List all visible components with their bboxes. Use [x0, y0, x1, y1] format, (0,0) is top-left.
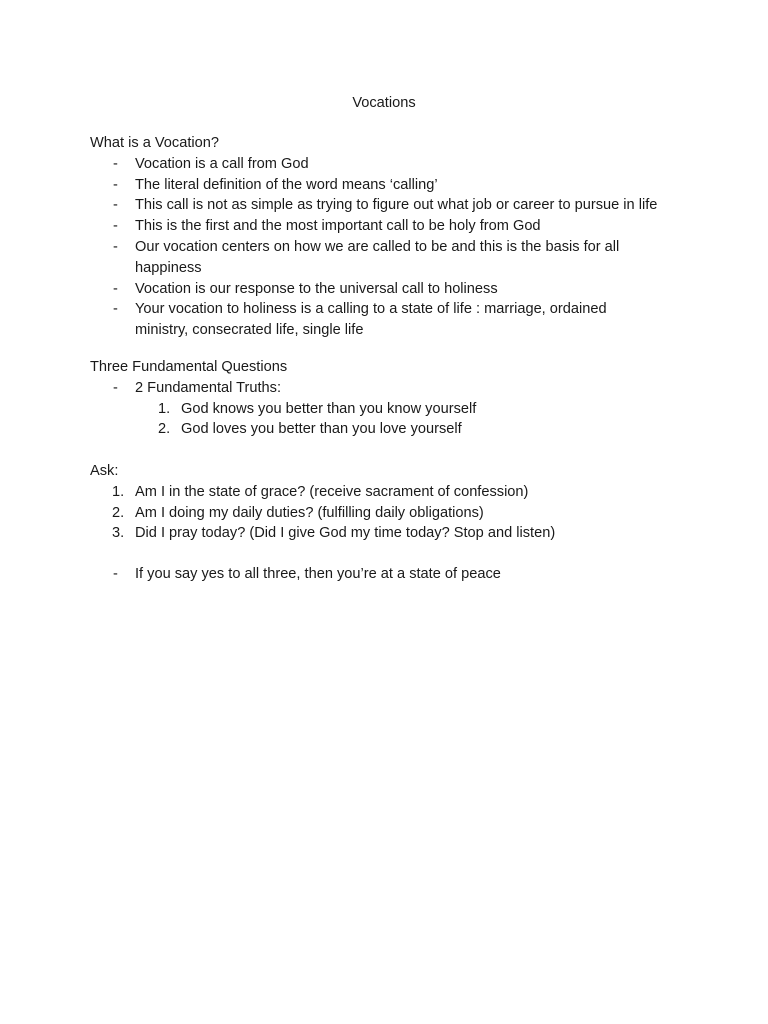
list-item	[90, 195, 690, 216]
dash-marker: -	[113, 176, 118, 193]
section-fundamental-questions	[90, 357, 690, 440]
dash-marker: -	[113, 238, 118, 255]
number-marker: 3.	[112, 525, 125, 542]
list-item	[90, 237, 690, 279]
list-item-text: Am I in the state of grace? (receive sacrament of confession)	[135, 483, 529, 500]
list-item-text: Our vocation centers on how we are called to be and this is the basis for all	[135, 238, 620, 255]
dash-list	[90, 154, 690, 341]
list-item-text: God loves you better than you love yourself	[181, 421, 462, 438]
number-marker: 2.	[112, 504, 125, 521]
dash-marker: -	[113, 301, 118, 318]
section-ask	[90, 461, 690, 544]
list-item	[90, 564, 690, 585]
document-title: Vocations	[352, 95, 416, 111]
list-item-text: The literal definition of the word means ‘calling’	[135, 176, 438, 193]
dash-marker: -	[113, 155, 118, 172]
list-item-text: 2 Fundamental Truths:	[135, 379, 282, 396]
section-what-is-vocation	[90, 133, 690, 341]
list-item-text-continued: ministry, consecrated life, single life	[135, 322, 364, 339]
list-item-text: Your vocation to holiness is a calling to a state of life : marriage, ordained	[135, 301, 607, 318]
section-heading: What is a Vocation?	[90, 135, 219, 151]
list-item	[90, 378, 690, 399]
list-item	[90, 299, 690, 341]
list-item-text: Vocation is a call from God	[135, 155, 309, 172]
list-item-text: This is the first and the most important call to be holy from God	[135, 218, 541, 235]
list-item	[90, 216, 690, 237]
number-marker: 1.	[112, 483, 125, 500]
list-item	[90, 482, 690, 503]
list-item-text: God knows you better than you know yourself	[181, 400, 477, 417]
list-item-text-continued: happiness	[135, 259, 202, 276]
list-item	[90, 523, 690, 544]
list-item	[90, 154, 690, 175]
dash-marker: -	[113, 197, 118, 214]
list-item-text: This call is not as simple as trying to figure out what job or career to pursue in life	[135, 197, 658, 214]
section-heading: Three Fundamental Questions	[90, 359, 288, 375]
list-item	[90, 419, 690, 440]
dash-marker: -	[113, 379, 118, 396]
truths-list	[90, 399, 690, 441]
dash-marker: -	[113, 280, 118, 297]
dash-marker: -	[113, 566, 118, 582]
list-item	[90, 279, 690, 300]
questions-list	[90, 482, 690, 544]
list-item	[90, 175, 690, 196]
number-marker: 1.	[158, 400, 171, 417]
list-item-text: Did I pray today? (Did I give God my time today? Stop and listen)	[135, 525, 556, 542]
list-item	[90, 503, 690, 524]
dash-marker: -	[113, 218, 118, 235]
dash-list	[90, 564, 690, 585]
list-item-text: Vocation is our response to the universal call to holiness	[135, 280, 498, 297]
section-conclusion	[90, 564, 690, 585]
number-marker: 2.	[158, 421, 171, 438]
list-item	[90, 399, 690, 420]
section-heading: Ask:	[90, 463, 119, 479]
list-item-text: If you say yes to all three, then you’re at a state of peace	[135, 566, 501, 582]
dash-list	[90, 378, 690, 399]
list-item-text: Am I doing my daily duties? (fulfilling daily obligations)	[135, 504, 484, 521]
